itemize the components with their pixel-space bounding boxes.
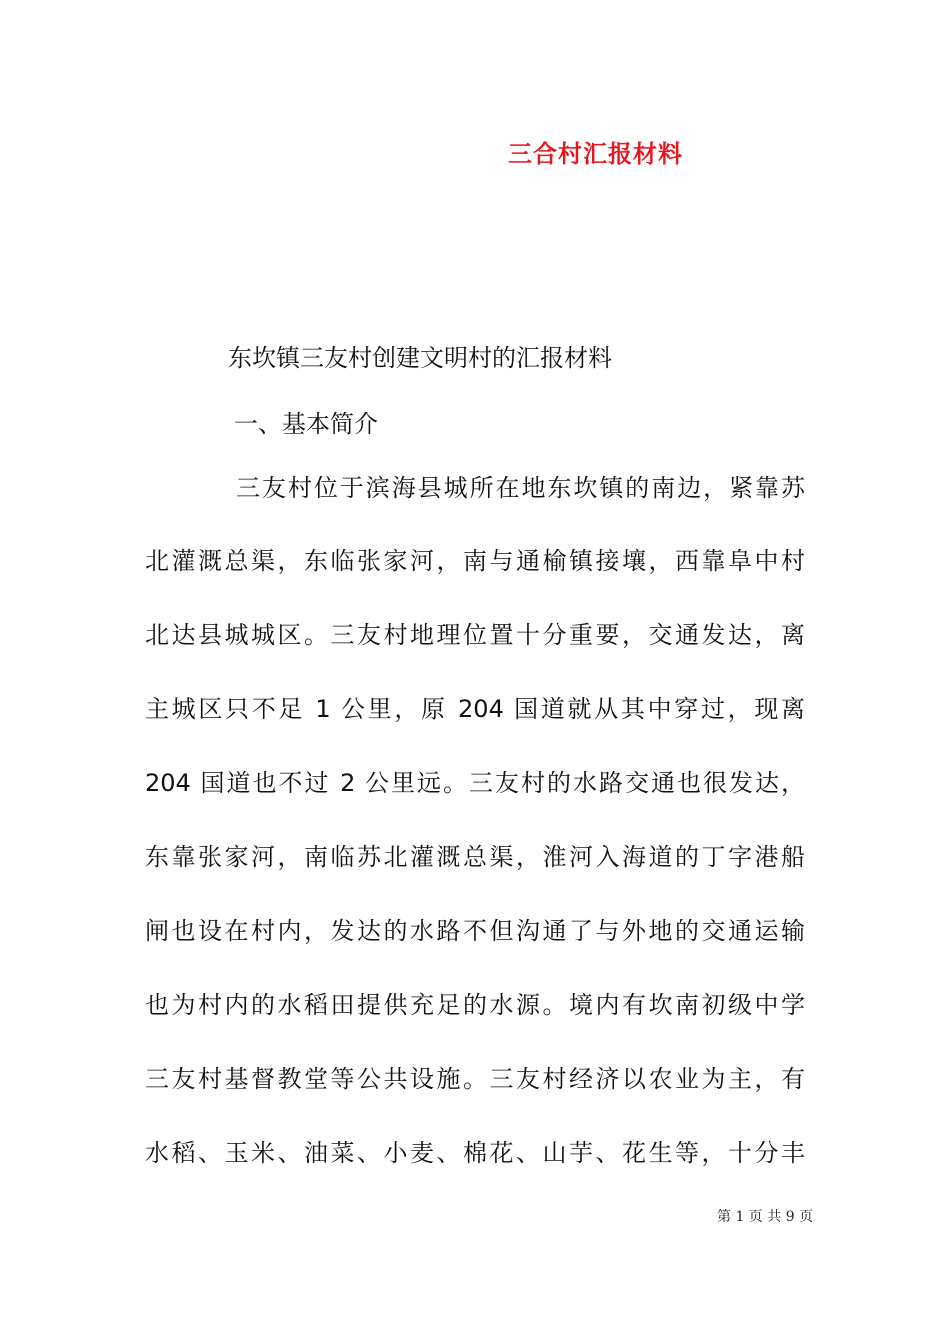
paragraph-line: 闸也设在村内，发达的水路不但沟通了与外地的交通运输 [145,917,805,945]
paragraph-line: 水稻、玉米、油菜、小麦、棉花、山芋、花生等，十分丰 [145,1139,805,1167]
paragraph-line: 204 国道也不过 2 公里远。三友村的水路交通也很发达， [145,769,805,797]
paragraph-line: 三友村位于滨海县城所在地东坎镇的南边，紧靠苏 [236,474,805,502]
paragraph-line: 北灌溉总渠，东临张家河，南与通榆镇接壤，西靠阜中村 [145,547,805,575]
page-number-footer: 第 1 页 共 9 页 [717,1209,814,1225]
section-heading-basic-intro: 一、基本简介 [234,410,378,438]
paragraph-line: 三友村基督教堂等公共设施。三友村经济以农业为主，有 [145,1065,805,1093]
document-subtitle: 东坎镇三友村创建文明村的汇报材料 [228,344,612,372]
paragraph-line: 东靠张家河，南临苏北灌溉总渠，淮河入海道的丁字港船 [145,843,805,871]
document-title: 三合村汇报材料 [508,140,683,168]
paragraph-line: 主城区只不足 1 公里，原 204 国道就从其中穿过，现离 [145,695,805,723]
paragraph-line: 也为村内的水稻田提供充足的水源。境内有坎南初级中学 [145,991,805,1019]
paragraph-line: 北达县城城区。三友村地理位置十分重要，交通发达，离 [145,621,805,649]
